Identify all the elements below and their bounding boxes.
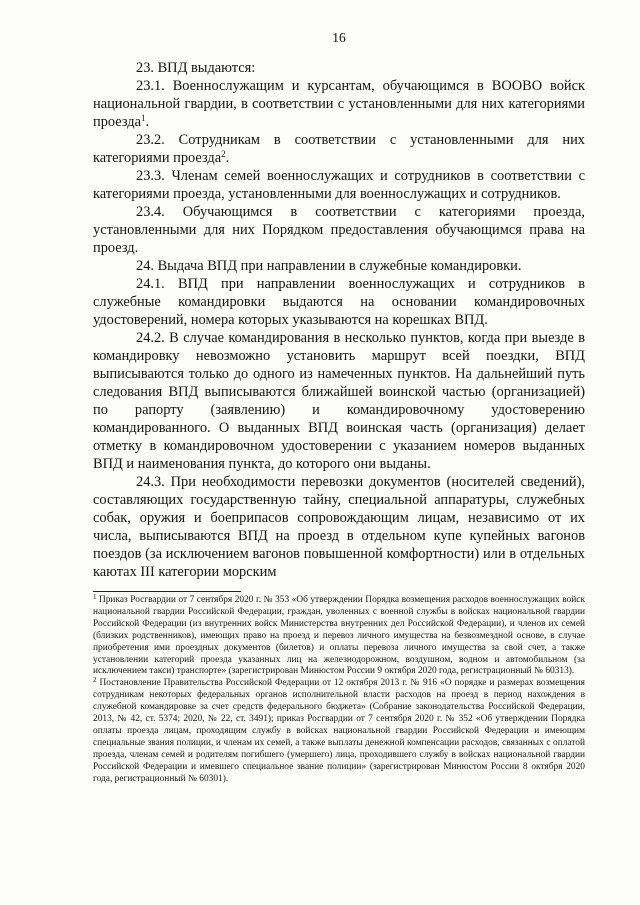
footnote-ref-2: 2 [221, 149, 226, 159]
clause-24-3: 24.3. При необходимости перевозки документов (носителей сведений), составляющих государственную тайну, специальной аппаратуры, служебных собак, оружия и боеприпасов сопровождающим лицам, независимо от их числа, выписываются ВПД на проезд в отдельном купе купейных вагонов поездов (за исключением вагонов повышенной комфортности) или в отдельных каютах III категории морским [93, 474, 585, 580]
clause-24-heading: 24. Выдача ВПД при направлении в служебные командировки. [136, 258, 522, 274]
clause-23-heading: 23. ВПД выдаются: [136, 60, 256, 76]
clause-23-4: 23.4. Обучающимся в соответствии с категориями проезда, установленными для них Порядком предоставления обучающимся права на проезд. [93, 204, 585, 256]
clause-23-1: 23.1. Военнослужащим и курсантам, обучающимся в ВООВО войск национальной гвардии, в соответствии с установленными для них категориями проезда$^1$. [93, 78, 585, 130]
page-number: 16 [332, 30, 346, 45]
footnote-1-text: Приказ Росгвардии от 7 сентября 2020 г. № 353 «Об утверждении Порядка возмещения расходов военнослужащих войск национальной гвардии Российской Федерации, граждан, уволенных с военной службы в войсках национальной гвардии Российской Федерации (из внутренних войск Министерства внутренних дел Российской Федерации), и членов их семей (близких родственников), имеющих право на проезд и перевоз личного имущества на безвозмездной основе, в случае приобретения ими проездных документов (билетов) и оплаты перевоза личного имущества за свой счет, а также установлении категорий проезда указанных лиц на железнодорожном, воздушном, водном и автомобильном (за исключением такси) транспорте» (зарегистрирован Минюстом России 9 октября 2020 года, регистрационный № 60313). [93, 595, 585, 677]
main-text [93, 59, 585, 581]
footnote-ref-1: 1 [140, 113, 146, 123]
footnotes [93, 595, 585, 786]
footnote-1-mark: 1 [93, 593, 97, 601]
clause-23-2-text: 23.2. Сотрудникам в соответствии с установленными для них категориями проезда [93, 132, 585, 166]
clause-23-2: 23.2. Сотрудникам в соответствии с установленными для них категориями проезда$^2$. [93, 132, 585, 166]
clause-24-2: 24.2. В случае командирования в несколько пунктов, когда при выезде в командировку невозможно установить маршрут всей поездки, ВПД выписываются только до одного из намеченных пунктов. На дальнейший путь следования ВПД выписываются ближайшей воинской частью (организацией) по рапорту (заявлению) и командировочному удостоверению командированного. О выданных ВПД воинская часть (организация) делает отметку в командировочном удостоверении с указанием номеров выданных ВПД и наименования пункта, до которого они выданы. [93, 330, 585, 472]
clause-23-3: 23.3. Членам семей военнослужащих и сотрудников в соответствии с категориями проезда, установленными для военнослужащих и сотрудников. [93, 168, 585, 202]
footnote-divider [93, 591, 241, 592]
clause-24-1: 24.1. ВПД при направлении военнослужащих и сотрудников в служебные командировки выдаются на основании командировочных удостоверений, номера которых указываются на корешках ВПД. [93, 276, 585, 328]
footnote-2-mark: 2 [93, 676, 97, 685]
clause-23-1-text: 23.1. Военнослужащим и курсантам, обучающимся в ВООВО войск национальной гвардии, в соответствии с установленными для них категориями проезда [93, 78, 585, 130]
footnote-1 [93, 595, 585, 678]
footnote-2 [93, 678, 585, 785]
footnote-2-text: Постановление Правительства Российской Федерации от 12 октября 2013 г. № 916 «О порядке и размерах возмещения сотрудникам некоторых федеральных органов исполнительной власти расходов на проезд в период нахождения в служебной командировке за счет средств федерального бюджета» (Собрание законодательства Российской Федерации, 2013, № 42, ст. 5374; 2020, № 22, ст. 3491); приказ Росгвардии от 7 сентября 2020 г. № 352 «Об утверждении Порядка оплаты проезда лицам, проходящим службу в войсках национальной гвардии Российской Федерации и имеющим специальные звания полиции, и членам их семей, а также выплаты денежной компенсации расходов, связанных с оплатой проезда, членам семей и родителям погибшего (умершего) лица, проходившего службу в войсках национальной гвардии Российской Федерации и имевшего специальное звание полиции» (зарегистрирован Минюстом России 8 октября 2020 года, регистрационный № 60301). [93, 678, 585, 784]
